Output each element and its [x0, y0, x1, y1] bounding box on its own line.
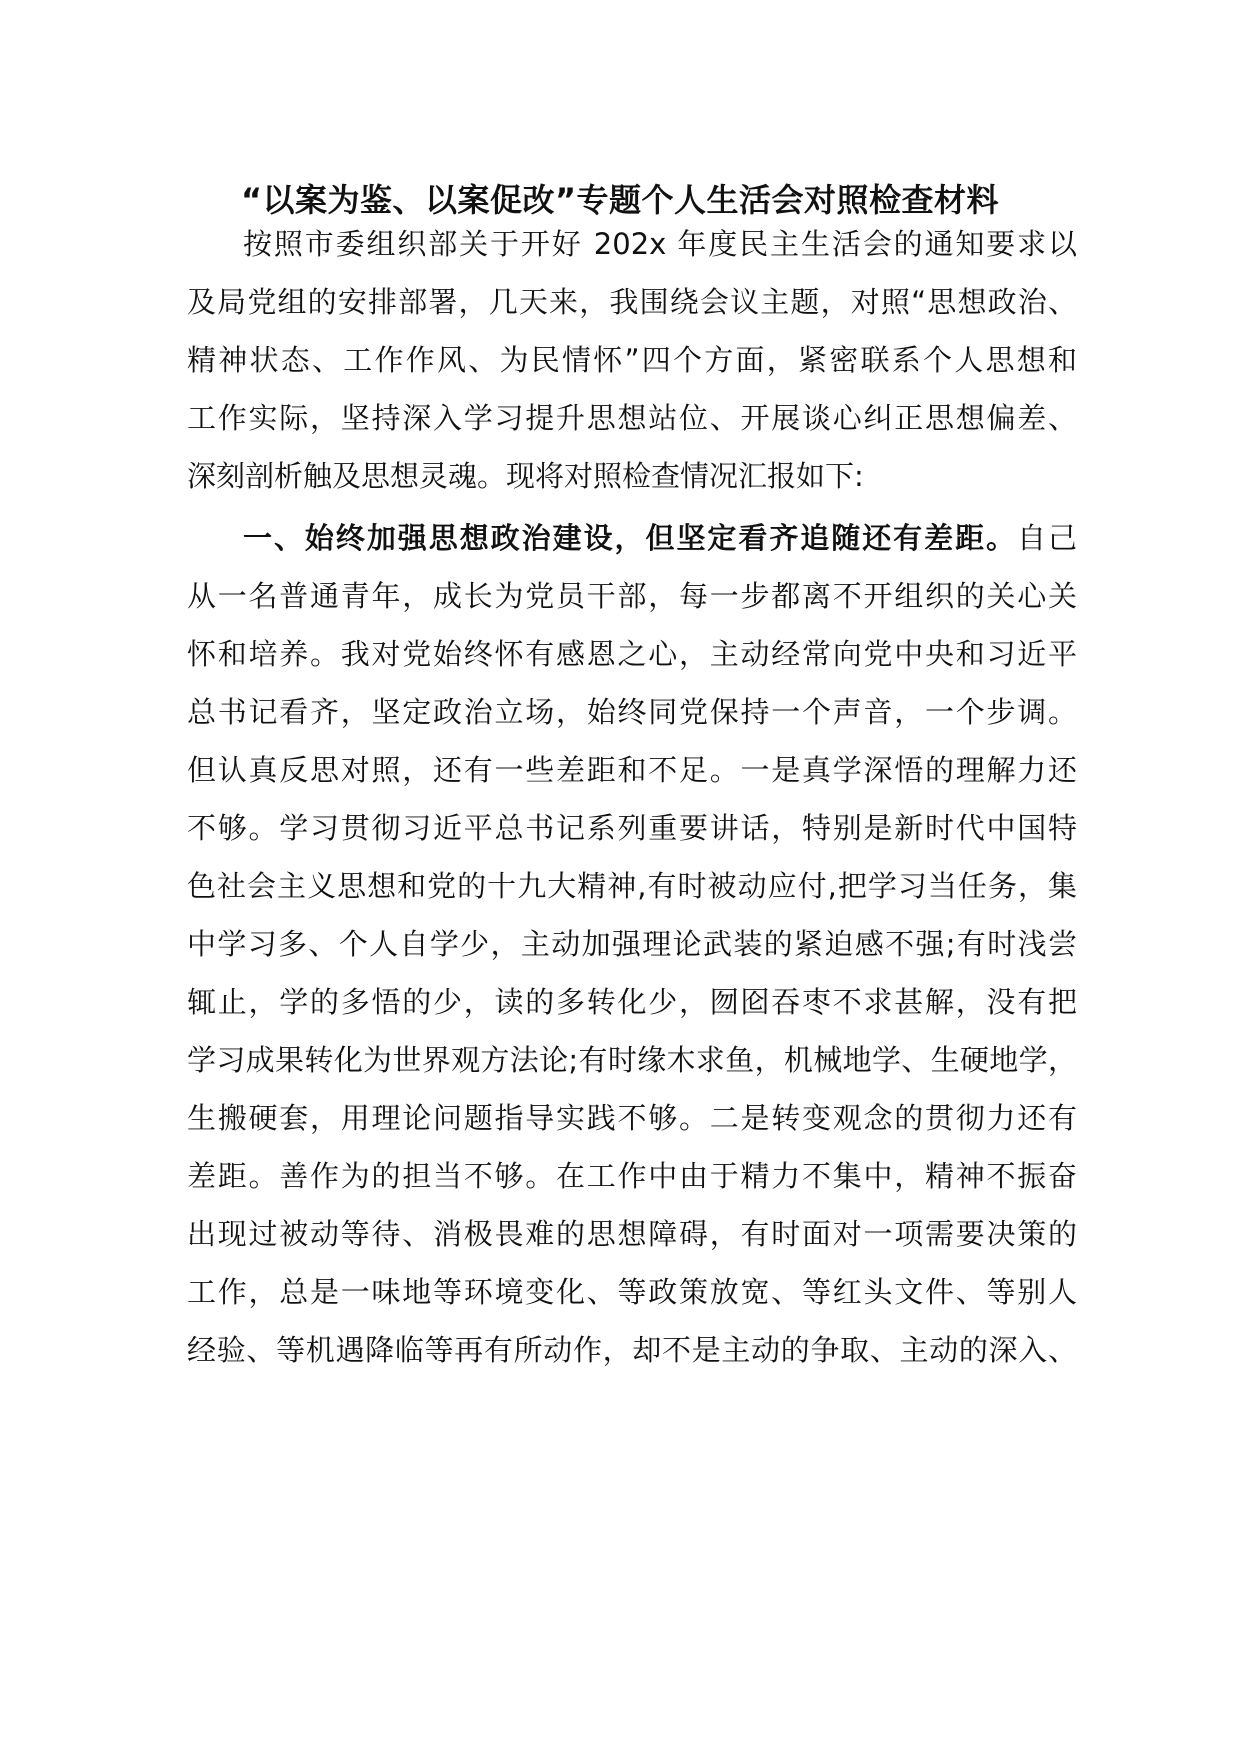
- section-1-line: 怀和培养。我对党始终怀有感恩之心，主动经常向党中央和习近平: [187, 637, 1077, 671]
- section-1-line: 辄止，学的多悟的少，读的多转化少，囫囵吞枣不求甚解，没有把: [187, 985, 1077, 1019]
- section-1-line: 总书记看齐，坚定政治立场，始终同党保持一个声音，一个步调。: [187, 695, 1077, 729]
- section-1-line: 生搬硬套，用理论问题指导实践不够。二是转变观念的贯彻力还有: [187, 1101, 1077, 1135]
- section-1-line: 差距。善作为的担当不够。在工作中由于精力不集中，精神不振奋: [187, 1159, 1077, 1193]
- section-1-line: 不够。学习贯彻习近平总书记系列重要讲话，特别是新时代中国特: [187, 811, 1077, 845]
- section-1-first-line-tail: 自己: [1017, 521, 1077, 555]
- section-1-line: 学习成果转化为世界观方法论;有时缘木求鱼，机械地学、生硬地学，: [187, 1043, 1077, 1077]
- section-1-line: 中学习多、个人自学少，主动加强理论武装的紧迫感不强;有时浅尝: [187, 927, 1077, 961]
- paragraph-1-line: 深刻剖析触及思想灵魂。现将对照检查情况汇报如下:: [187, 459, 864, 493]
- section-1-line: 从一名普通青年，成长为党员干部，每一步都离不开组织的关心关: [187, 579, 1077, 613]
- section-1-heading: 一、始终加强思想政治建设，但坚定看齐追随还有差距。: [243, 521, 1018, 555]
- section-1-line: 经验、等机遇降临等再有所动作，却不是主动的争取、主动的深入、: [187, 1333, 1077, 1367]
- paragraph-1-line: 按照市委组织部关于开好 202x 年度民主生活会的通知要求以: [243, 227, 1077, 261]
- paragraph-1-line: 及局党组的安排部署，几天来，我围绕会议主题，对照“思想政治、: [187, 285, 1077, 319]
- section-1-line: 出现过被动等待、消极畏难的思想障碍，有时面对一项需要决策的: [187, 1217, 1077, 1251]
- section-1-line: 色社会主义思想和党的十九大精神,有时被动应付,把学习当任务，集: [187, 869, 1077, 903]
- document-title: “以案为鉴、以案促改”专题个人生活会对照检查材料: [240, 181, 1000, 219]
- section-1-line: 但认真反思对照，还有一些差距和不足。一是真学深悟的理解力还: [187, 753, 1077, 787]
- section-1-line: 工作，总是一味地等环境变化、等政策放宽、等红头文件、等别人: [187, 1275, 1077, 1309]
- paragraph-1-line: 精神状态、工作作风、为民情怀”四个方面，紧密联系个人思想和: [187, 343, 1077, 377]
- section-1-first-line: [187, 518, 1077, 558]
- paragraph-1-line: 工作实际，坚持深入学习提升思想站位、开展谈心纠正思想偏差、: [187, 401, 1077, 435]
